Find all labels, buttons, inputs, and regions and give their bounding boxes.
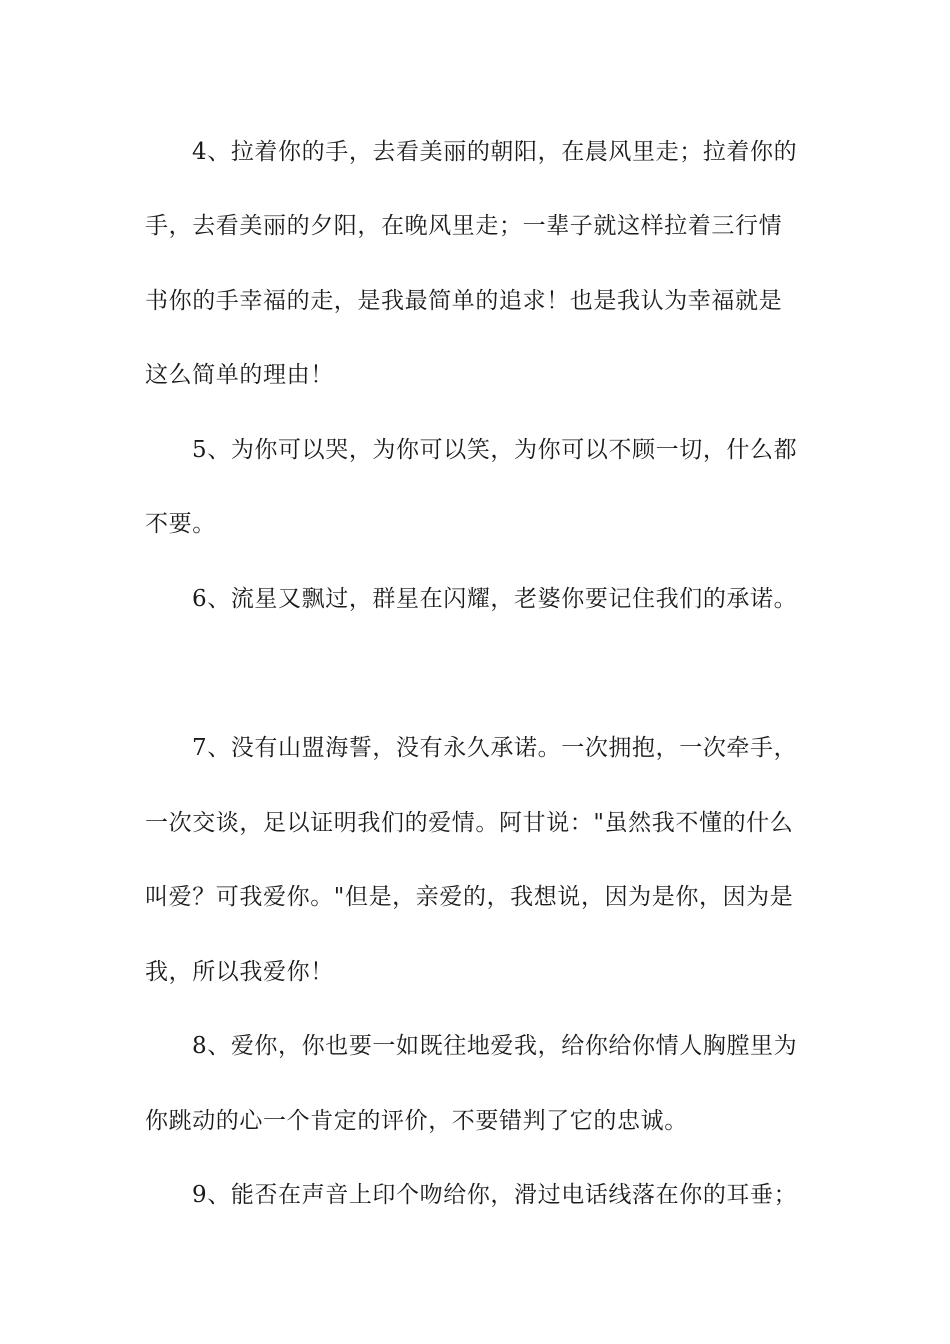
- paragraph-4-line-4: 这么简单的理由！: [145, 362, 334, 388]
- paragraph-4-line-2: 手，去看美丽的夕阳，在晚风里走；一辈子就这样拉着三行情: [145, 213, 783, 239]
- paragraph-4-line-3: 书你的手幸福的走，是我最简单的追求！也是我认为幸福就是: [145, 288, 783, 314]
- paragraph-6-line-1: 6、流星又飘过，群星在闪耀，老婆你要记住我们的承诺。: [192, 586, 798, 612]
- paragraph-7-line-3: 叫爱？可我爱你。"但是，亲爱的，我想说，因为是你，因为是: [145, 884, 794, 910]
- paragraph-7-line-4: 我，所以我爱你！: [145, 959, 334, 985]
- paragraph-5-line-1: 5、为你可以哭，为你可以笑，为你可以不顾一切，什么都: [192, 437, 798, 463]
- paragraph-5-line-2: 不要。: [145, 511, 216, 537]
- paragraph-9-line-1: 9、能否在声音上印个吻给你，滑过电话线落在你的耳垂；: [192, 1182, 798, 1208]
- paragraph-8-line-2: 你跳动的心一个肯定的评价，不要错判了它的忠诚。: [145, 1108, 688, 1134]
- paragraph-7-line-1: 7、没有山盟海誓，没有永久承诺。一次拥抱，一次牵手，: [192, 735, 798, 761]
- paragraph-4-line-1: 4、拉着你的手，去看美丽的朝阳，在晨风里走；拉着你的: [192, 139, 798, 165]
- paragraph-7-line-2: 一次交谈，足以证明我们的爱情。阿甘说："虽然我不懂的什么: [145, 810, 794, 836]
- paragraph-8-line-1: 8、爱你，你也要一如既往地爱我，给你给你情人胸膛里为: [192, 1033, 798, 1059]
